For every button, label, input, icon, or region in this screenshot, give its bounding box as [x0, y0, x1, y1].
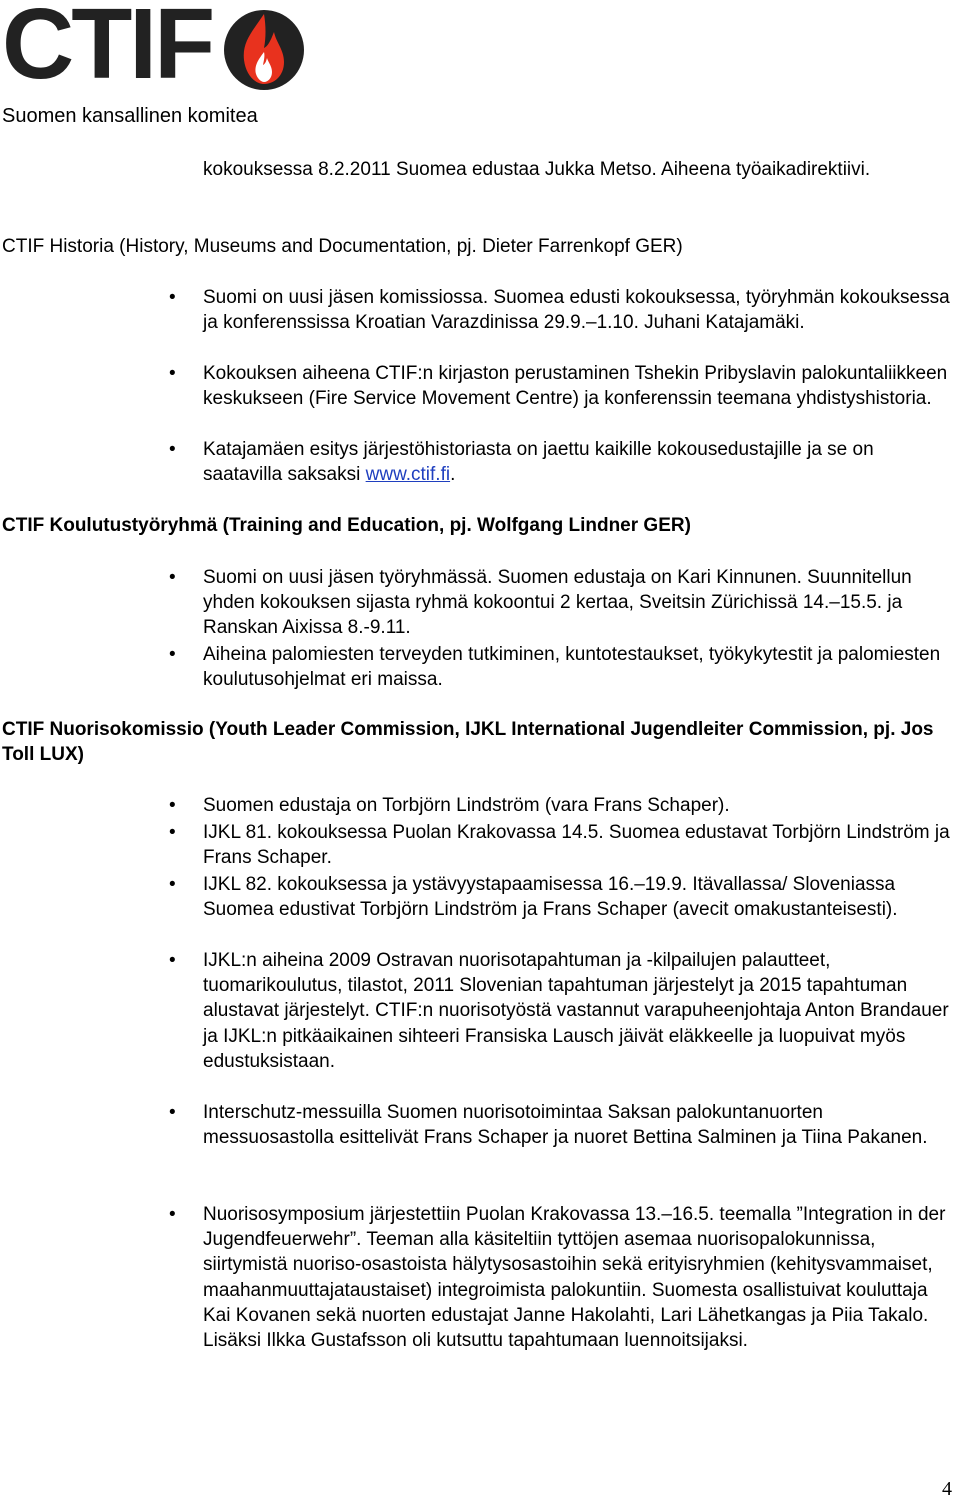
bullet-icon: •: [169, 363, 176, 384]
list-item-text: IJKL 82. kokouksessa ja ystävyystapaamisessa 16.–19.9. Itävallassa/ Sloveniassa Suomea edustivat Torbjörn Lindström ja Frans Schaper (avecit omakustanteisesti).: [203, 874, 898, 921]
bullet-icon: •: [169, 567, 176, 588]
list-item-text: Kokouksen aiheena CTIF:n kirjaston perustaminen Tshekin Pribyslavin palokuntaliikkeen keskukseen (Fire Service Movement Centre) ja konferenssin teemana yhdistyshistoria.: [203, 363, 948, 410]
list-item-text: Suomi on uusi jäsen työryhmässä. Suomen edustaja on Kari Kinnunen. Suunnitellun yhden kokouksen sijasta ryhmä kokoontui 2 kertaa, Sveitsin Zürichissä 14.–15.5. ja Ranskan Aixissa 8.-9.11.: [203, 567, 912, 639]
document-header: [0, 0, 310, 130]
list-item-text: Nuorisosymposium järjestettiin Puolan Krakovassa 13.–16.5. teemalla ”Integration in der Jugendfeuerwehr”. Teeman alla käsiteltiin tyttöjen asemaa nuorisopalokunnissa, siirtymistä nuoriso-osastoista hälytysosastoihin sekä erityisryhmien (kehitysvammaiset, maahanmuuttajataustaiset) integroimista palokuntiin. Suomesta osallistuivat kouluttaja Kai Kovanen sekä nuorten edustajat Janne Hakolahti, Lari Lähetkangas ja Piia Takalo. Lisäksi Ilkka Gustafsson oli kutsuttu tapahtumaan luennoitsijaksi.: [203, 1204, 946, 1352]
bullet-icon: •: [169, 822, 176, 843]
bullet-icon: •: [169, 874, 176, 895]
intro-continuation: kokouksessa 8.2.2011 Suomea edustaa Jukka Metso. Aiheena työaikadirektiivi.: [203, 159, 871, 180]
bullet-icon: •: [169, 950, 176, 971]
bullet-icon: •: [169, 439, 176, 460]
bullet-icon: •: [169, 1204, 176, 1225]
bullet-icon: •: [169, 1102, 176, 1123]
bullet-icon: •: [169, 644, 176, 665]
list-item-text: Suomi on uusi jäsen komissiossa. Suomea edusti kokouksessa, työryhmän kokouksessa ja konferenssissa Kroatian Varazdinissa 29.9.–1.10. Juhani Katajamäki.: [203, 287, 950, 334]
bullet-icon: •: [169, 287, 176, 308]
ctif-logo-text: CTIF: [2, 0, 213, 100]
list-item-text: Interschutz-messuilla Suomen nuorisotoimintaa Saksan palokuntanuorten messuosastolla esittelivät Frans Schaper ja nuoret Bettina Salminen ja Tiina Pakanen.: [203, 1102, 928, 1149]
list-item-text: Aiheina palomiesten terveyden tutkiminen, kuntotestaukset, työkykytestit ja palomiesten koulutusohjelmat eri maissa.: [203, 644, 941, 691]
bullet-icon: •: [169, 795, 176, 816]
section-heading-youth: CTIF Nuorisokomissio (Youth Leader Commission, IJKL International Jugendleiter Commission, pj. Jos Toll LUX): [2, 719, 934, 765]
section-heading-training: CTIF Koulutustyöryhmä (Training and Education, pj. Wolfgang Lindner GER): [2, 515, 691, 536]
committee-subtitle: Suomen kansallinen komitea: [2, 105, 258, 127]
list-item-text: IJKL 81. kokouksessa Puolan Krakovassa 14.5. Suomea edustavat Torbjörn Lindström ja Frans Schaper.: [203, 822, 950, 869]
ctif-website-link[interactable]: www.ctif.fi: [365, 464, 451, 486]
list-item-text: IJKL:n aiheina 2009 Ostravan nuorisotapahtuman ja -kilpailujen palautteet, tuomarikoulutus, tilastot, 2011 Slovenian tapahtuman järjestelyt ja 2015 tapahtuman alustavat järjestelyt. CTIF:n nuorisotyöstä vastannut varapuheenjohtaja Anton Brandauer ja IJKL:n pitkäaikainen sihteeri Fransiska Lausch jäivät eläkkeelle ja luopuivat myös edustuksistaan.: [203, 950, 949, 1072]
flame-logo-icon: [222, 2, 306, 94]
page-number: 4: [942, 1478, 952, 1500]
list-item-text: Suomen edustaja on Torbjörn Lindström (vara Frans Schaper).: [203, 795, 730, 816]
list-item-text: Katajamäen esitys järjestöhistoriasta on jaettu kaikille kokousedustajille ja se on saatavilla saksaksi www.ctif.fi.: [203, 439, 874, 486]
section-heading-history: CTIF Historia (History, Museums and Documentation, pj. Dieter Farrenkopf GER): [2, 236, 683, 257]
